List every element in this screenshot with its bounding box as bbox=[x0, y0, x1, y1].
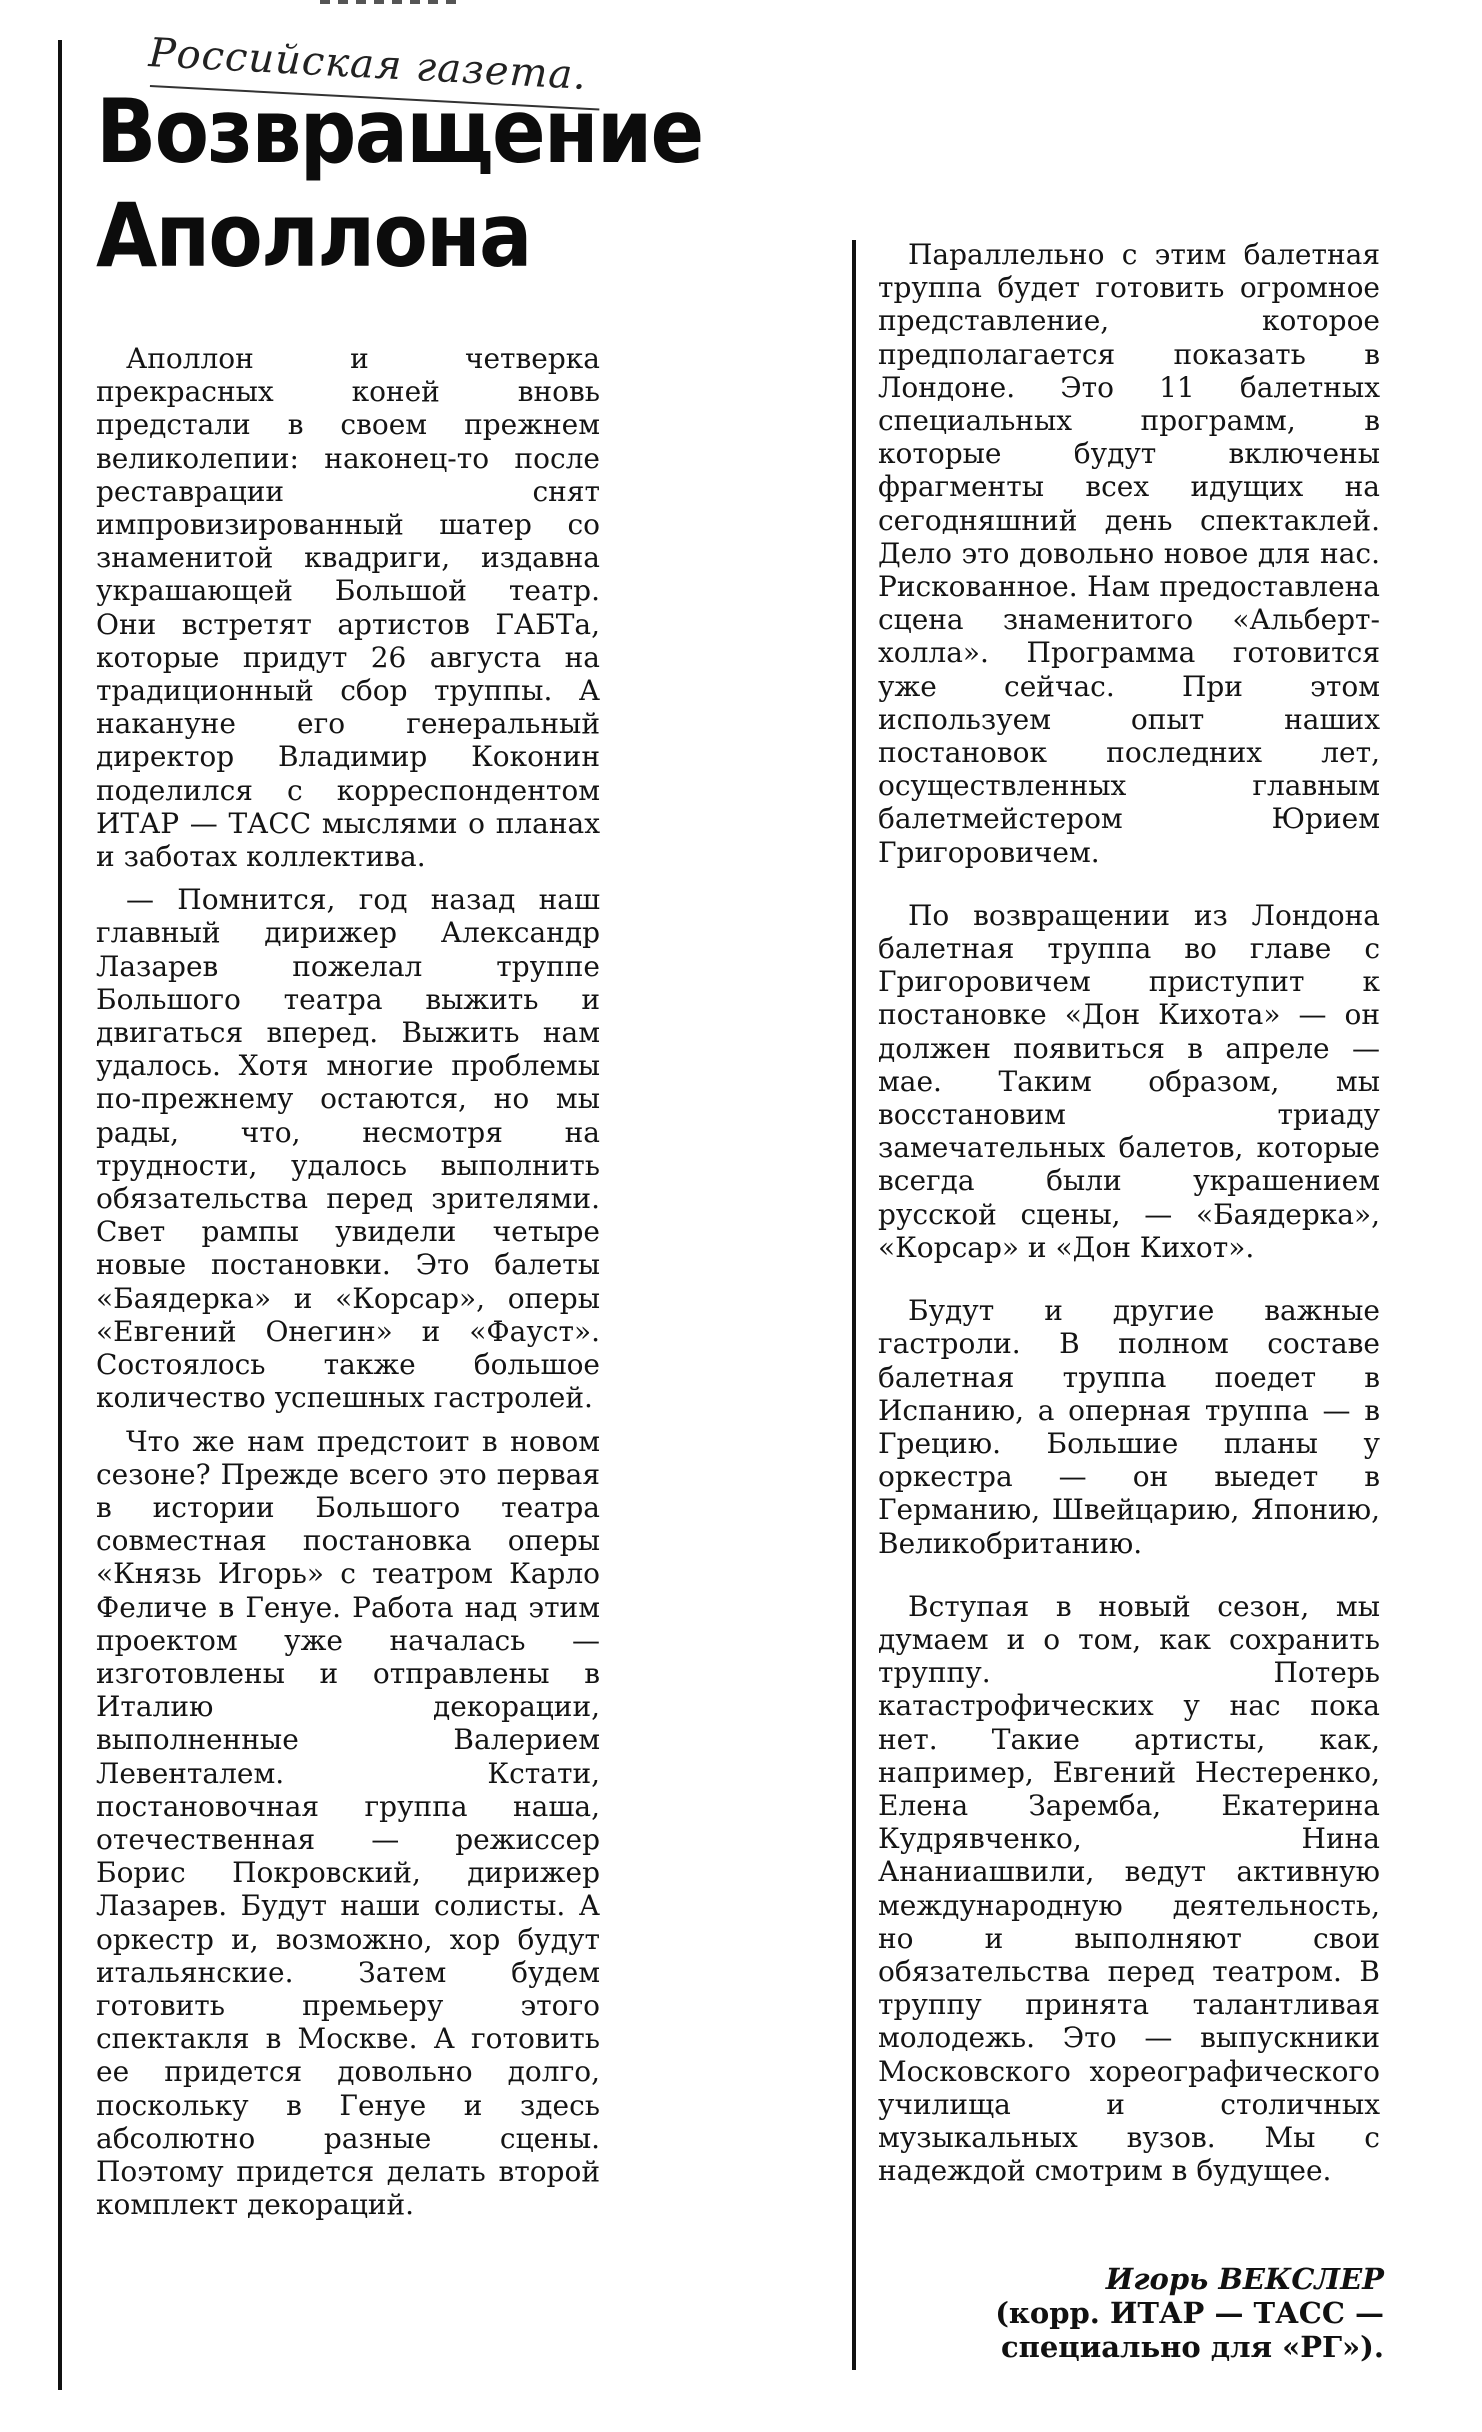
author-signature bbox=[900, 2262, 1384, 2364]
right-paragraph-1: Параллельно с этим балетная труппа будет готовить огромное представление, которое предполагается показать в Лондоне. Это 11 балетных специальных программ, в которые будут включены фрагменты всех идущих на сегодняшний день спектаклей. Дело это довольно новое для нас. Рискованное. Нам предоставлена сцена знаменитого «Альберт-холла». Программа готовится уже сейчас. При этом используем опыт наших постановок последних лет, осуществленных главным балетмейстером Юрием Григоровичем. bbox=[878, 238, 1380, 869]
right-text-column bbox=[878, 238, 1380, 2187]
left-column-rule bbox=[58, 40, 62, 2390]
left-paragraph-1: Аполлон и четверка прекрасных коней вновь предстали в своем прежнем великолепии: наконец-то после реставрации снят импровизированный шатер со знаменитой квадриги, издавна украшающей Большой театр. Они встретят артистов ГАБТа, которые придут 26 августа на традиционный сбор труппы. А накануне его генеральный директор Владимир Коконин поделился с корреспондентом ИТАР — ТАСС мыслями о планах и заботах коллектива. bbox=[96, 342, 600, 874]
right-paragraph-3: Будут и другие важные гастроли. В полном составе балетная труппа поедет в Испанию, а оперная труппа — в Грецию. Большие планы у оркестра — он выедет в Германию, Швейцарию, Японию, Великобританию. bbox=[878, 1294, 1380, 1560]
top-edge-mark bbox=[320, 0, 460, 4]
right-paragraph-2: По возвращении из Лондона балетная труппа во главе с Григоровичем приступит к постановке «Дон Кихота» — он должен появиться в апреле — мае. Таким образом, мы восстановим триаду замечательных балетов, которые всегда были украшением русской сцены, — «Баядерка», «Корсар» и «Дон Кихот». bbox=[878, 898, 1380, 1264]
left-text-column bbox=[96, 342, 600, 2221]
handwritten-source-note: Российская газета. bbox=[147, 30, 589, 99]
headline-line-2: Аполлона bbox=[96, 184, 531, 287]
author-name: Игорь ВЕКСЛЕР bbox=[1105, 2262, 1384, 2296]
headline-line-1: Возвращение bbox=[96, 80, 703, 183]
left-paragraph-3: Что же нам предстоит в новом сезоне? Прежде всего это первая в истории Большого театра совместная постановка оперы «Князь Игорь» с театром Карло Феличе в Генуе. Работа над этим проектом уже началась — изготовлены и отправлены в Италию декорации, выполненные Валерием Левенталем. Кстати, постановочная группа наша, отечественная — режиссер Борис Покровский, дирижер Лазарев. Будут наши солисты. А оркестр и, возможно, хор будут итальянские. Затем будем готовить премьеру этого спектакля в Москве. А готовить ее придется довольно долго, поскольку в Генуе и здесь абсолютно разные сцены. Поэтому придется делать второй комплект декораций. bbox=[96, 1424, 600, 2222]
right-paragraph-4: Вступая в новый сезон, мы думаем и о том, как сохранить труппу. Потерь катастрофических у нас пока нет. Такие артисты, как, например, Евгений Нестеренко, Елена Заремба, Екатерина Кудрявченко, Нина Ананиашвили, ведут активную международную деятельность, но и выполняют свои обязательства перед театром. В труппу принята талантливая молодежь. Это — выпускники Московского хореографического училища и столичных музыкальных вузов. Мы с надеждой смотрим в будущее. bbox=[878, 1589, 1380, 2188]
left-paragraph-2: — Помнится, год назад наш главный дирижер Александр Лазарев пожелал труппе Большого театра выжить и двигаться вперед. Выжить нам удалось. Хотя многие проблемы по-прежнему остаются, но мы рады, что, несмотря на трудности, удалось выполнить обязательства перед зрителями. Свет рампы увидели четыре новые постановки. Это балеты «Баядерка» и «Корсар», оперы «Евгений Онегин» и «Фауст». Состоялось также большое количество успешных гастролей. bbox=[96, 883, 600, 1415]
column-divider-rule bbox=[852, 240, 856, 2370]
article-headline bbox=[96, 80, 702, 288]
author-affiliation-2: специально для «РГ»). bbox=[1000, 2330, 1384, 2364]
author-affiliation: (корр. ИТАР — ТАСС — bbox=[995, 2296, 1384, 2330]
